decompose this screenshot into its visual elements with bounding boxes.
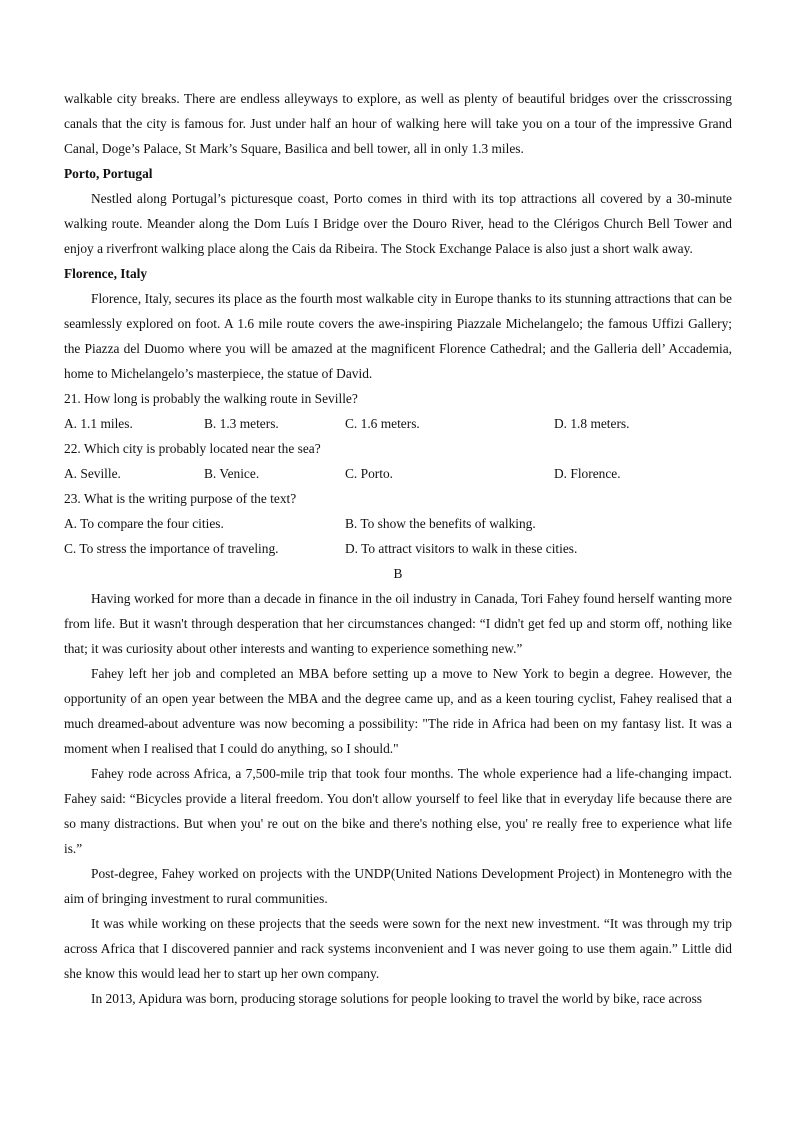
passage-b-paragraph: Having worked for more than a decade in finance in the oil industry in Canada, Tori Fahey found herself wanting more from life. But it wasn't through desperation that her circumstances changed: “I didn't get fed up and storm off, nothing like that; it was curiosity about other interests and wanting to experience something new.” — [64, 591, 732, 656]
option-22-a: A. Seville. — [64, 466, 121, 481]
option-21-b: B. 1.3 meters. — [204, 416, 279, 431]
question-22-options — [64, 461, 732, 486]
passage-b-paragraph: In 2013, Apidura was born, producing storage solutions for people looking to travel the world by bike, race across — [91, 991, 702, 1006]
document-page — [64, 86, 732, 1011]
option-23-c: C. To stress the importance of traveling. — [64, 541, 279, 556]
passage-b-paragraph: It was while working on these projects that the seeds were sown for the next new investment. “It was through my trip across Africa that I discovered pannier and rack systems inconvenient and I was never going to use them again.” Little did she know this would lead her to start up her own company. — [64, 916, 732, 981]
question-21: 21. How long is probably the walking route in Seville? — [64, 391, 358, 406]
option-22-b: B. Venice. — [204, 466, 260, 481]
section-b-label: B — [393, 566, 403, 581]
option-23-a: A. To compare the four cities. — [64, 516, 224, 531]
option-23-b: B. To show the benefits of walking. — [345, 516, 536, 531]
passage-b-paragraph: Post-degree, Fahey worked on projects with the UNDP(United Nations Development Project) in Montenegro with the aim of bringing investment to rural communities. — [64, 866, 732, 906]
option-22-d: D. Florence. — [554, 466, 621, 481]
option-22-c: C. Porto. — [345, 466, 393, 481]
question-23-options-row-2 — [64, 536, 732, 561]
question-23: 23. What is the writing purpose of the text? — [64, 491, 297, 506]
venice-paragraph-tail: walkable city breaks. There are endless alleyways to explore, as well as plenty of beautiful bridges over the crisscrossing canals that the city is famous for. Just under half an hour of walking here will take you on a tour of the impressive Grand Canal, Doge’s Palace, St Mark’s Square, Basilica and bell tower, all in only 1.3 miles. — [64, 91, 732, 156]
florence-paragraph: Florence, Italy, secures its place as the fourth most walkable city in Europe thanks to its stunning attractions that can be seamlessly explored on foot. A 1.6 mile route covers the awe-inspiring Piazzale Michelangelo; the famous Uffizi Gallery; the Piazza del Duomo where you will be amazed at the magnificent Florence Cathedral; and the Galleria dell’ Accademia, home to Michelangelo’s masterpiece, the statue of David. — [64, 291, 732, 381]
option-23-d: D. To attract visitors to walk in these cities. — [345, 541, 578, 556]
question-23-options-row-1 — [64, 511, 732, 536]
option-21-d: D. 1.8 meters. — [554, 416, 630, 431]
option-21-c: C. 1.6 meters. — [345, 416, 420, 431]
option-21-a: A. 1.1 miles. — [64, 416, 133, 431]
question-21-options — [64, 411, 732, 436]
question-22: 22. Which city is probably located near the sea? — [64, 441, 321, 456]
porto-paragraph: Nestled along Portugal’s picturesque coast, Porto comes in third with its top attractions all covered by a 30-minute walking route. Meander along the Dom Luís I Bridge over the Douro River, head to the Clérigos Church Bell Tower and enjoy a riverfront walking place along the Cais da Ribeira. The Stock Exchange Palace is also just a short walk away. — [64, 191, 732, 256]
florence-heading: Florence, Italy — [64, 266, 148, 281]
porto-heading: Porto, Portugal — [64, 166, 153, 181]
passage-b-paragraph: Fahey left her job and completed an MBA before setting up a move to New York to begin a degree. However, the opportunity of an open year between the MBA and the degree came up, and as a keen touring cyclist, Fahey realised that a much dreamed-about adventure was now becoming a possibility: "The ride in Africa had been on my fantasy list. It was a moment when I realised that I could do anything, so I should." — [64, 666, 732, 756]
passage-b-paragraph: Fahey rode across Africa, a 7,500-mile trip that took four months. The whole experience had a life-changing impact. Fahey said: “Bicycles provide a literal freedom. You don't allow yourself to feel like that in everyday life because there are so many distractions. But when you' re out on the bike and there's nothing else, you' re really free to experience what life is.” — [64, 766, 732, 856]
